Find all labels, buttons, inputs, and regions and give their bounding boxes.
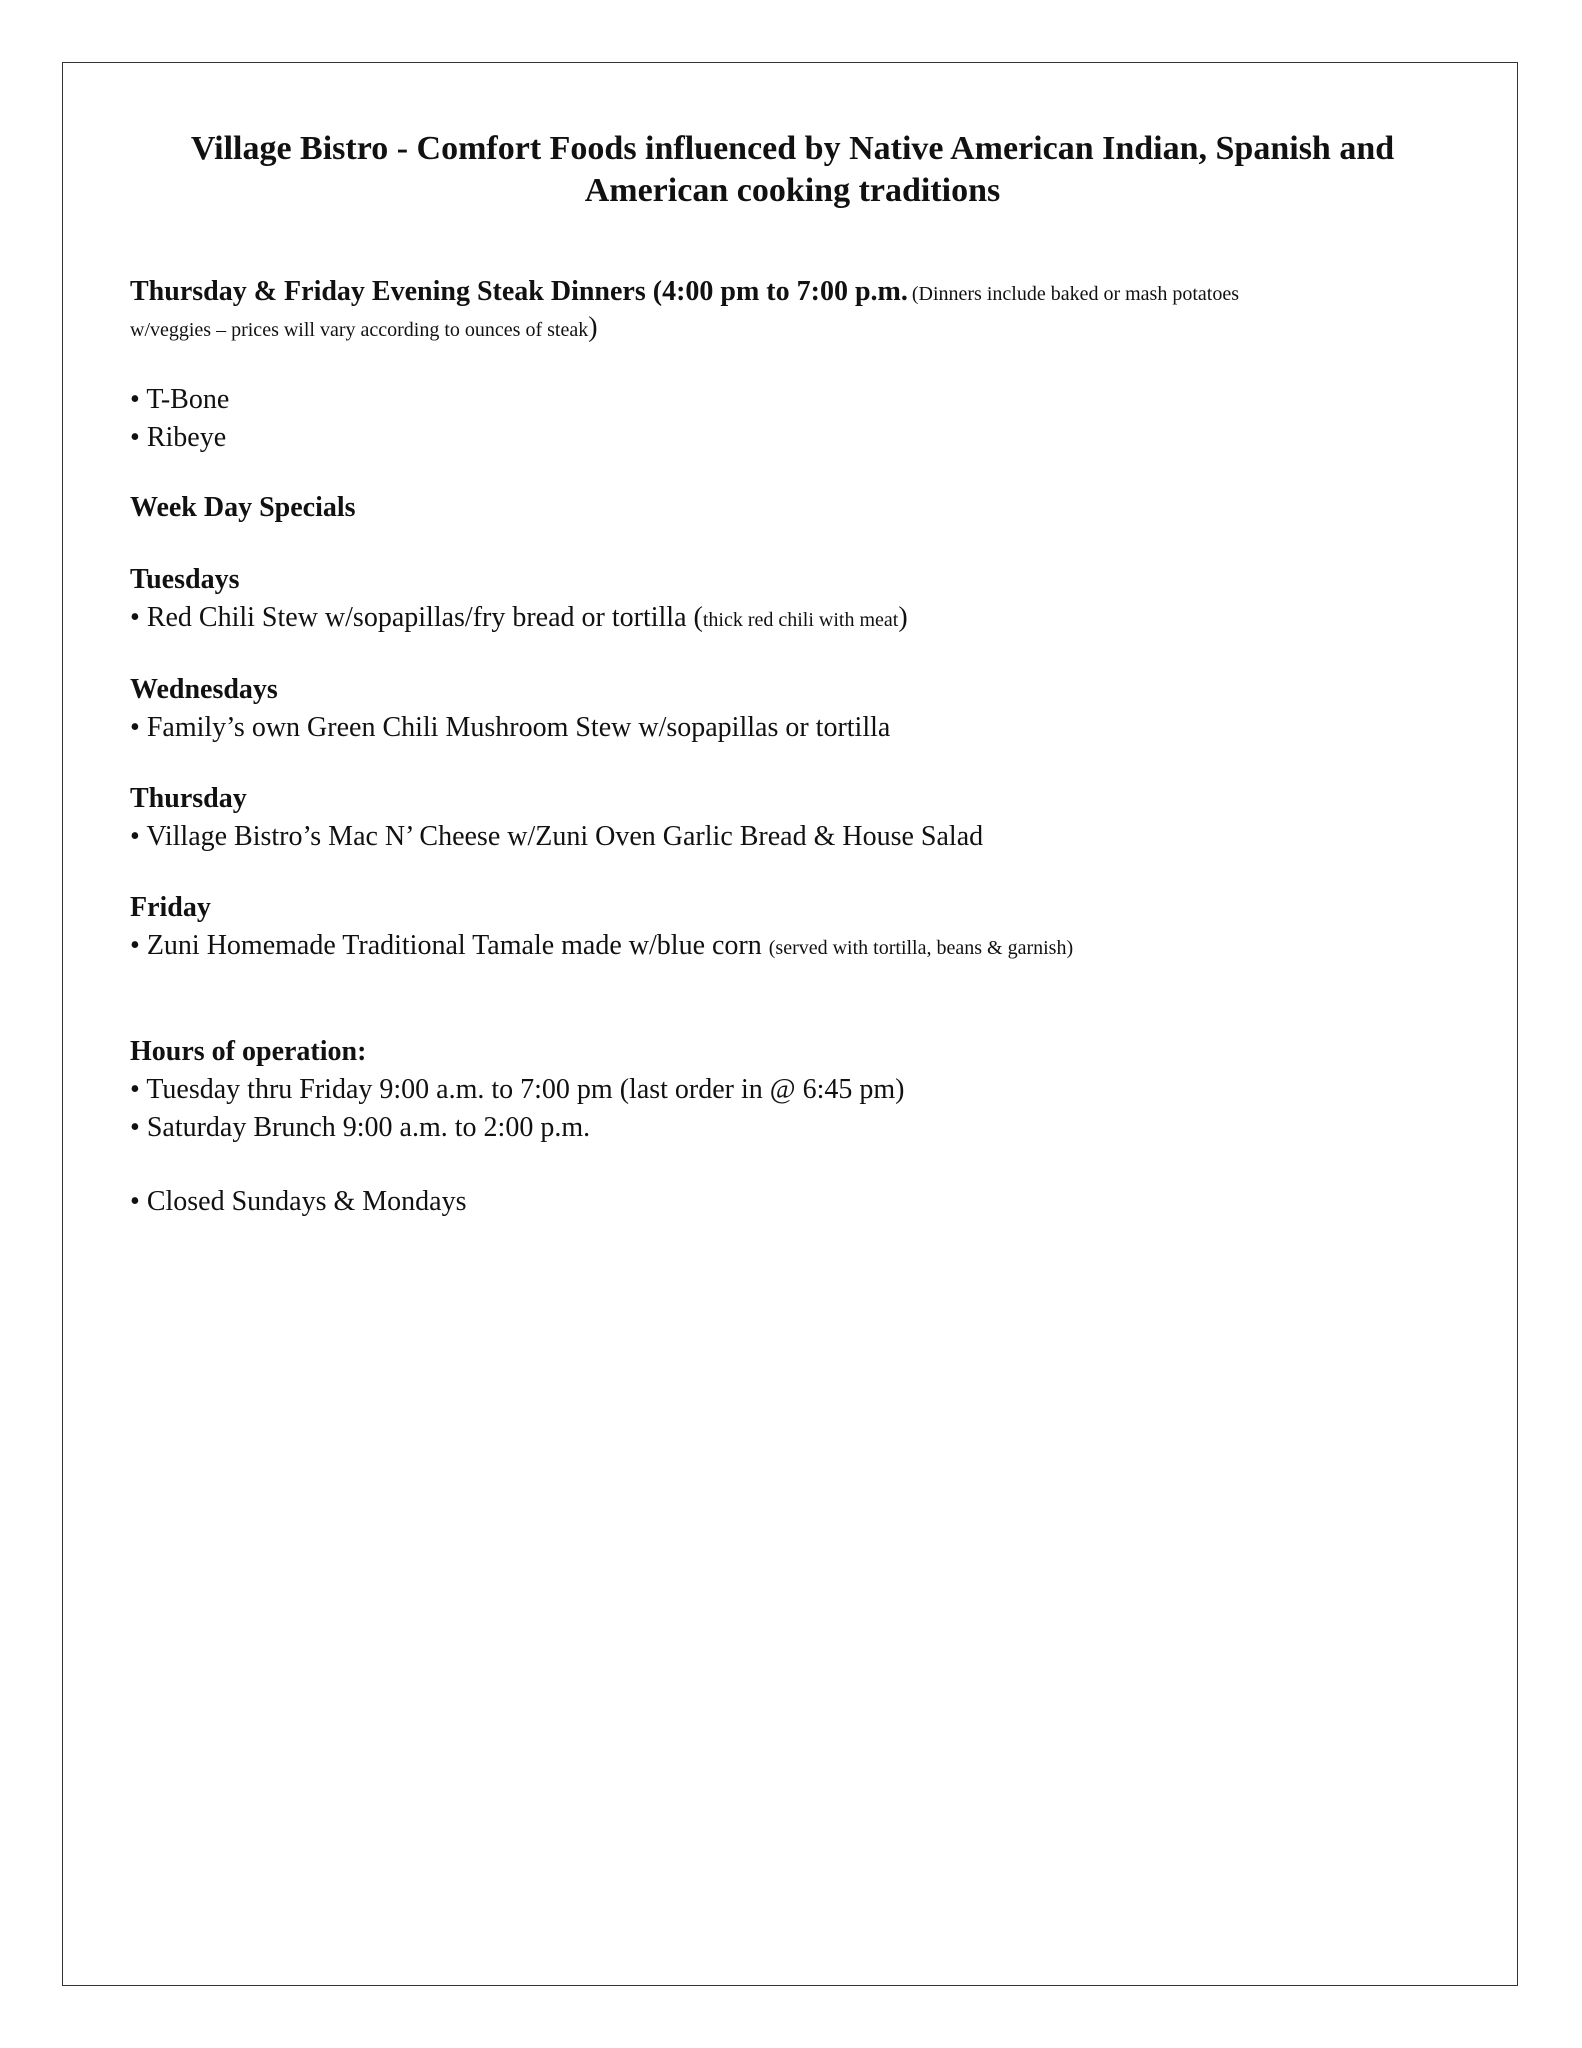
special-item-note: (served with tortilla, beans & garnish) — [768, 937, 1074, 959]
list-item — [130, 819, 983, 855]
day-heading-thursday: Thursday — [130, 783, 247, 814]
hours-heading: Hours of operation: — [130, 1036, 367, 1067]
hours-line: Tuesday thru Friday 9:00 a.m. to 7:00 pm (last order in @ 6:45 pm) — [146, 1074, 905, 1105]
list-item — [130, 710, 890, 746]
special-item-label: Zuni Homemade Traditional Tamale made w/blue corn — [146, 930, 762, 961]
steak-dinners-note-part2: w/veggies – prices will vary according to ounces of steak — [130, 319, 589, 341]
bullet-icon: • — [130, 930, 140, 961]
bullet-icon: • — [130, 821, 140, 852]
special-item-note: thick red chili with meat — [702, 609, 899, 631]
page-title: Village Bistro - Comfort Foods influenced by Native American Indian, Spanish and American cooking traditions — [190, 130, 1395, 209]
bullet-icon: • — [130, 422, 140, 453]
page-border — [62, 62, 1518, 1986]
list-item — [130, 600, 908, 638]
special-item-note-close: ) — [898, 602, 908, 633]
list-item — [130, 420, 226, 456]
bullet-icon: • — [130, 1074, 140, 1105]
list-item — [130, 1072, 904, 1108]
special-item-label: Family’s own Green Chili Mushroom Stew w/sopapillas or tortilla — [146, 712, 891, 743]
list-item — [130, 1184, 467, 1220]
bullet-icon: • — [130, 1186, 140, 1217]
steak-item-label: Ribeye — [146, 422, 227, 453]
bullet-icon: • — [130, 602, 140, 633]
steak-dinners-note-part1: (Dinners include baked or mash potatoes — [911, 283, 1239, 305]
steak-dinners-heading: Thursday & Friday Evening Steak Dinners (4:00 pm to 7:00 p.m. — [130, 276, 908, 307]
steak-dinners-heading-line — [130, 276, 1239, 308]
hours-line: Saturday Brunch 9:00 a.m. to 2:00 p.m. — [146, 1112, 591, 1143]
special-item-label: Red Chili Stew w/sopapillas/fry bread or tortilla ( — [146, 602, 703, 633]
list-item — [130, 928, 1073, 966]
steak-dinners-note-close: ) — [588, 312, 598, 343]
hours-line: Closed Sundays & Mondays — [146, 1186, 467, 1217]
day-heading-wednesdays: Wednesdays — [130, 674, 278, 705]
bullet-icon: • — [130, 1112, 140, 1143]
bullet-icon: • — [130, 712, 140, 743]
list-item — [130, 1110, 590, 1146]
steak-dinners-note-line — [130, 312, 598, 344]
specials-heading: Week Day Specials — [130, 492, 356, 523]
day-heading-tuesdays: Tuesdays — [130, 564, 240, 595]
special-item-label: Village Bistro’s Mac N’ Cheese w/Zuni Oven Garlic Bread & House Salad — [146, 821, 984, 852]
steak-item-label: T-Bone — [146, 384, 230, 415]
list-item — [130, 382, 229, 418]
day-heading-friday: Friday — [130, 892, 211, 923]
bullet-icon: • — [130, 384, 140, 415]
